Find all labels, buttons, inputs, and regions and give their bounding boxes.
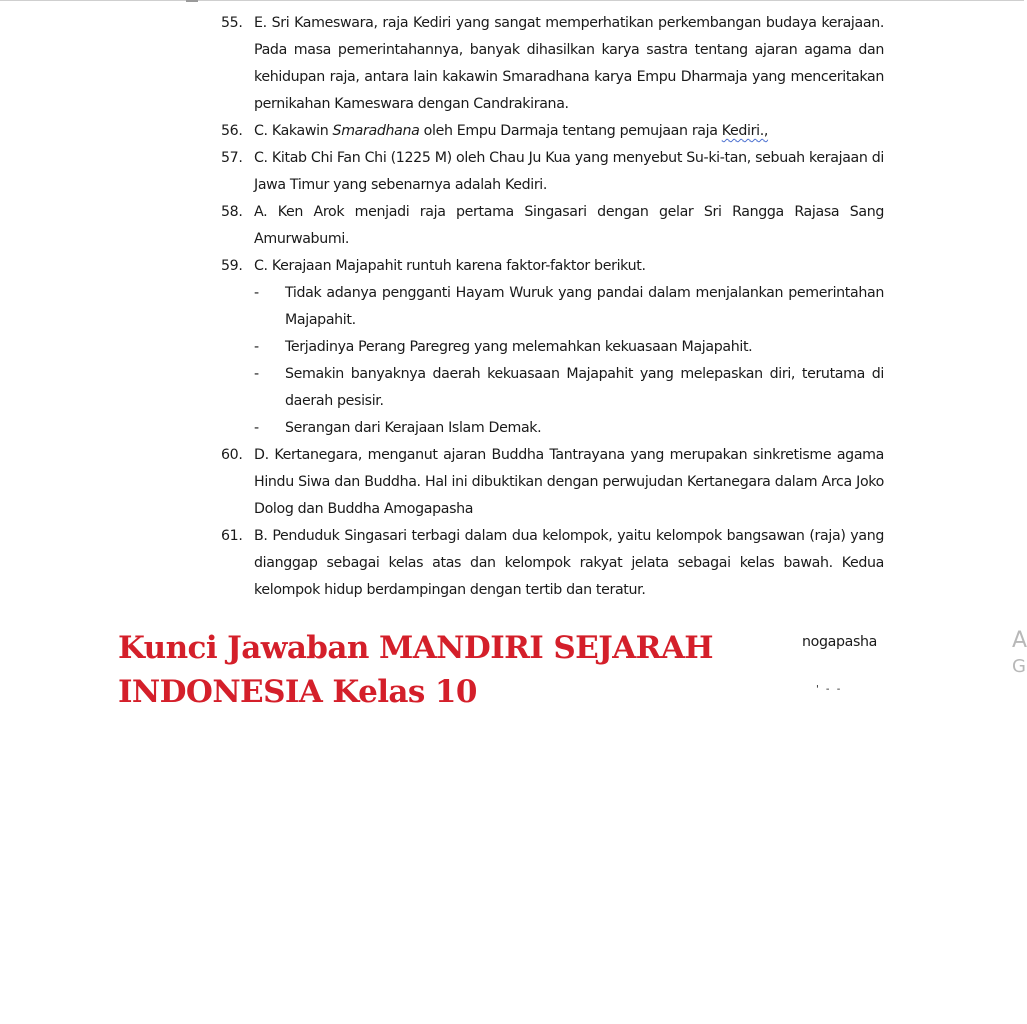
sub-list-item xyxy=(254,334,884,361)
answer-item-59 xyxy=(221,253,884,280)
dash-bullet: - xyxy=(254,339,259,355)
item-number: 58. xyxy=(221,204,243,220)
sub-item-text: Tidak adanya pengganti Hayam Wuruk yang pandai dalam menjalankan pemerintahan Majapahit. xyxy=(285,285,884,328)
page-top-border xyxy=(0,0,1024,1)
overlapped-text-fragment: nogapasha xyxy=(802,634,877,650)
dash-bullet: - xyxy=(254,420,259,436)
sub-item-text: Semakin banyaknya daerah kekuasaan Majapahit yang melepaskan diri, terutama di daerah pesisir. xyxy=(285,366,884,409)
answer-item-60 xyxy=(221,442,884,523)
item-text: D. Kertanegara, menganut ajaran Buddha Tantrayana yang merupakan sinkretisme agama Hindu Siwa dan Buddha. Hal ini dibuktikan dengan perwujudan Kertanegara dalam Arca Joko Dolog dan Buddha Amogapasha xyxy=(254,447,884,517)
sub-list-item xyxy=(254,415,884,442)
item-number: 55. xyxy=(221,15,243,31)
item-text: E. Sri Kameswara, raja Kediri yang sangat memperhatikan perkembangan budaya kerajaan. Pada masa pemerintahannya, banyak dihasilkan karya sastra tentang ajaran agama dan kehidupan raja, antara lain kakawin Smaradhana karya Empu Dharmaja yang menceritakan pernikahan Kameswara dengan Candrakirana. xyxy=(254,15,884,112)
sub-item-text: Terjadinya Perang Paregreg yang melemahkan kekuasaan Majapahit. xyxy=(285,339,753,355)
overlay-title-line-2: INDONESIA Kelas 10 xyxy=(118,674,477,710)
item-text: B. Penduduk Singasari terbagi dalam dua kelompok, yaitu kelompok bangsawan (raja) yang dianggap sebagai kelas atas dan kelompok rakyat jelata sebagai kelas bawah. Kedua kelompok hidup berdampingan dengan tertib dan teratur. xyxy=(254,528,884,598)
item-text: A. Ken Arok menjadi raja pertama Singasari dengan gelar Sri Rangga Rajasa Sang Amurwabumi. xyxy=(254,204,884,247)
ruler-mark xyxy=(186,0,198,2)
answer-key-title-overlay xyxy=(118,626,798,714)
item-number: 60. xyxy=(221,447,243,463)
item-number: 57. xyxy=(221,150,243,166)
sub-list-item xyxy=(254,280,884,334)
cropped-right-fragment: A xyxy=(1012,628,1027,653)
item-text-part: C. Kakawin xyxy=(254,123,333,139)
answer-item-57 xyxy=(221,145,884,199)
answer-item-61 xyxy=(221,523,884,604)
item-number: 61. xyxy=(221,528,243,544)
overlay-title-line-1: Kunci Jawaban MANDIRI SEJARAH xyxy=(118,630,713,666)
item-text: C. Kerajaan Majapahit runtuh karena faktor-faktor berikut. xyxy=(254,258,646,274)
answer-item-56 xyxy=(221,118,884,145)
item-text xyxy=(254,118,884,145)
document-body xyxy=(221,10,884,604)
spellcheck-underlined-word[interactable]: Kediri., xyxy=(721,123,769,139)
item-number: 59. xyxy=(221,258,243,274)
overlapped-text-fragment: ' - - xyxy=(816,684,843,695)
sub-item-text: Serangan dari Kerajaan Islam Demak. xyxy=(285,420,542,436)
item-number: 56. xyxy=(221,123,243,139)
answer-item-55 xyxy=(221,10,884,118)
item-text-italic: Smaradhana xyxy=(332,123,420,139)
item-text: C. Kitab Chi Fan Chi (1225 M) oleh Chau Ju Kua yang menyebut Su-ki-tan, sebuah kerajaan di Jawa Timur yang sebenarnya adalah Kediri. xyxy=(254,150,884,193)
item-text-part: oleh Empu Darmaja tentang pemujaan raja xyxy=(419,123,722,139)
cropped-right-fragment: G xyxy=(1012,656,1026,677)
dash-bullet: - xyxy=(254,366,259,382)
dash-bullet: - xyxy=(254,285,259,301)
answer-item-58 xyxy=(221,199,884,253)
sub-list-item xyxy=(254,361,884,415)
